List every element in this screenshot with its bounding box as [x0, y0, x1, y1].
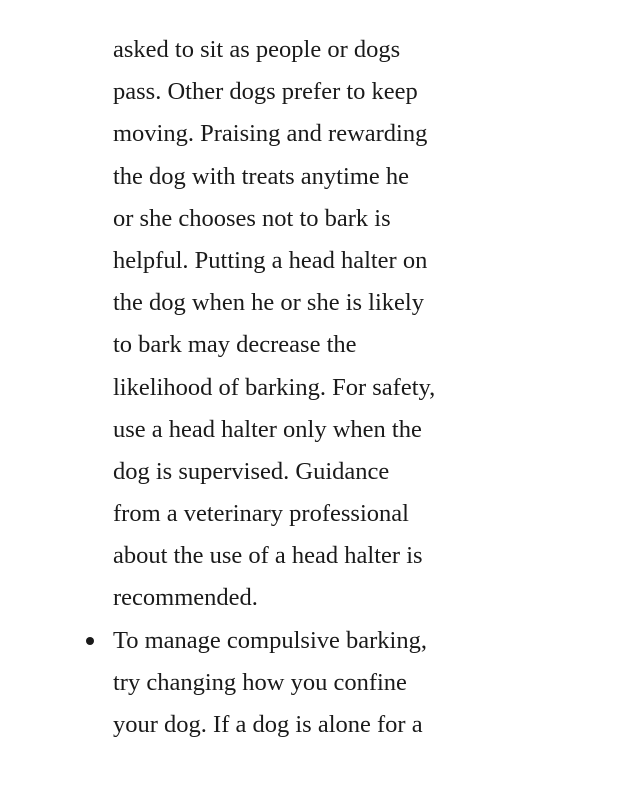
text-line: try changing how you confine [113, 668, 407, 696]
text-line: to bark may decrease the [113, 331, 357, 359]
text-line: likelihood of barking. For safety, [113, 373, 436, 401]
text-line: the dog when he or she is likely [113, 289, 424, 317]
text-line: the dog with treats anytime he [113, 162, 409, 190]
text-line: To manage compulsive barking, [113, 626, 427, 654]
text-line: asked to sit as people or dogs [113, 36, 401, 63]
text-line: dog is supervised. Guidance [113, 457, 390, 485]
bullet-list-item [113, 620, 513, 662]
bullet-icon [86, 637, 94, 645]
text-line: or she chooses not to bark is [113, 204, 391, 232]
text-line: helpful. Putting a head halter on [113, 246, 428, 274]
text-line: from a veterinary professional [113, 500, 409, 528]
text-line: moving. Praising and rewarding [113, 120, 428, 148]
text-line: use a head halter only when the [113, 415, 422, 443]
body-text [113, 29, 513, 746]
text-line: pass. Other dogs prefer to keep [113, 78, 418, 106]
text-line: recommended. [113, 584, 258, 612]
text-line: your dog. If a dog is alone for a [113, 711, 423, 738]
text-line: about the use of a head halter is [113, 542, 423, 570]
